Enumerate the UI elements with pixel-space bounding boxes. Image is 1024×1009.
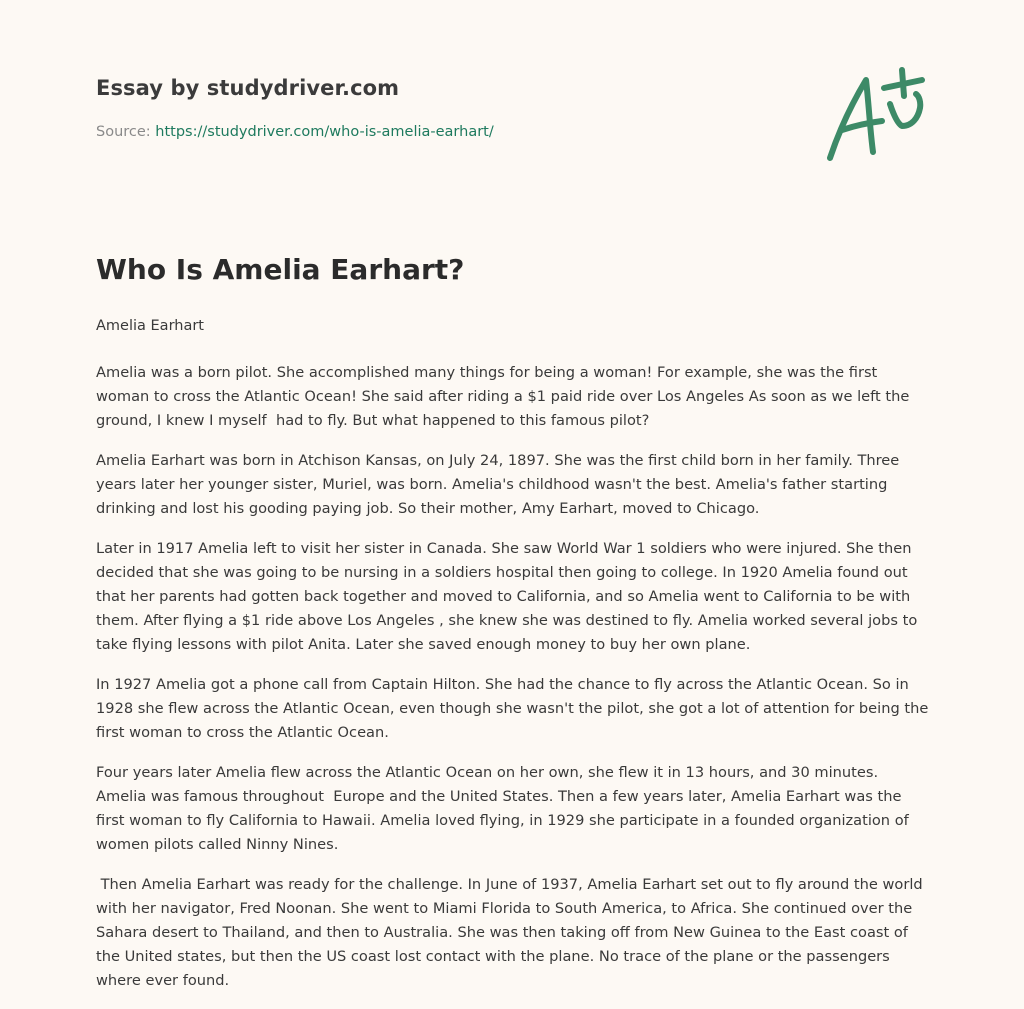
source-label: Source: (96, 124, 151, 140)
source-link[interactable]: https://studydriver.com/who-is-amelia-earhart/ (155, 124, 494, 140)
essay-subtitle: Amelia Earhart (96, 318, 204, 334)
essay-paragraph: In 1927 Amelia got a phone call from Captain Hilton. She had the chance to fly across the Atlantic Ocean. So in 1928 she flew across the Atlantic Ocean, even though she wasn't the pilot, she got a lot of attention for being the first woman to cross the Atlantic Ocean. (96, 676, 933, 741)
site-title: Essay by studydriver.com (96, 76, 400, 100)
essay-paragraph: Later in 1917 Amelia left to visit her sister in Canada. She saw World War 1 soldiers who were injured. She then decided that she was going to be nursing in a soldiers hospital then going to college. In 1920 Amelia found out that her parents had gotten back together and moved to California, and so Amelia went to California to be with them. After flying a $1 ride above Los Angeles , she knew she was destined to fly. Amelia worked several jobs to take flying lessons with pilot Anita. Later she saved enough money to buy her own plane. (96, 540, 922, 653)
source-line (96, 124, 494, 140)
a-plus-logo-icon (818, 66, 928, 166)
essay-paragraph: Four years later Amelia flew across the Atlantic Ocean on her own, she flew it in 13 hours, and 30 minutes. Amelia was famous throughout Europe and the United States. Then a few years later, Amelia Earhart was the first woman to fly California to Hawaii. Amelia loved flying, in 1929 she participate in a founded organization of women pilots called Ninny Nines. (96, 764, 914, 853)
essay-body (96, 361, 933, 1009)
essay-title: Who Is Amelia Earhart? (96, 253, 465, 286)
essay-paragraph: Then Amelia Earhart was ready for the challenge. In June of 1937, Amelia Earhart set out to fly around the world with her navigator, Fred Noonan. She went to Miami Florida to South America, to Africa. She continued over the Sahara desert to Thailand, and then to Australia. She was then taking off from New Guinea to the East coast of the United states, but then the US coast lost contact with the plane. No trace of the plane or the passengers where ever found. (96, 876, 928, 989)
essay-paragraph: Amelia was a born pilot. She accomplished many things for being a woman! For example, she was the first woman to cross the Atlantic Ocean! She said after riding a $1 paid ride over Los Angeles As soon as we left the ground, I knew I myself had to fly. But what happened to this famous pilot? (96, 364, 914, 429)
essay-paragraph: Amelia Earhart was born in Atchison Kansas, on July 24, 1897. She was the first child born in her family. Three years later her younger sister, Muriel, was born. Amelia's childhood wasn't the best. Amelia's father starting drinking and lost his gooding paying job. So their mother, Amy Earhart, moved to Chicago. (96, 452, 904, 517)
